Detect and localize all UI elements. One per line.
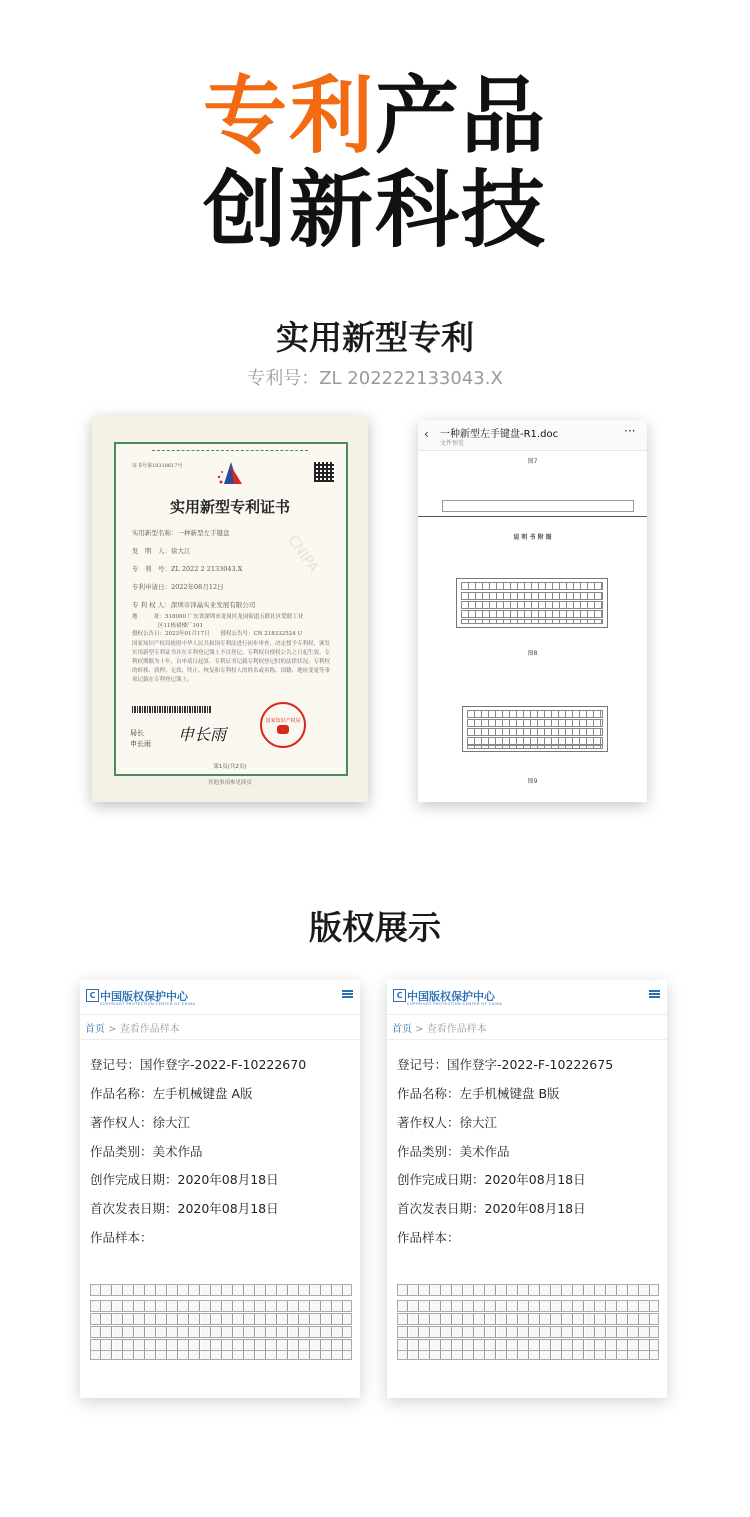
work-category: 作品类别：美术作品 [90, 1144, 203, 1159]
fig9-label: 图9 [527, 778, 538, 785]
cert-field: 实用新型名称：一种新型左手键盘 [132, 529, 230, 537]
copyright-logo-icon: C [393, 989, 406, 1002]
keyboard-drawing-2 [462, 706, 608, 752]
fig8-label: 图8 [527, 650, 538, 657]
cert-field: 授权公告日：2023年01月17日 授权公告号：CN 218332524 U [132, 631, 303, 637]
registration-number: 登记号：国作登字-2022-F-10222670 [90, 1057, 307, 1072]
barcode [132, 706, 212, 713]
cert-field: 地 址：518000 广东省深圳市龙岗区龙岗街道五联社区爱联工业 [132, 614, 304, 620]
breadcrumb-current: > 查看作品样本 [412, 1024, 487, 1035]
publish-date: 首次发表日期：2020年08月18日 [397, 1201, 586, 1216]
menu-icon[interactable] [649, 990, 660, 998]
breadcrumb [392, 1020, 487, 1035]
patent-emblem-icon [216, 462, 246, 486]
seal-text: 国家知识产权局 [265, 718, 301, 724]
patent-section-title: 实用新型专利 [276, 318, 474, 357]
work-sample-label: 作品样本： [90, 1230, 153, 1245]
certificate-number: 证书号第18318617号 [132, 463, 183, 469]
site-logo[interactable]: 中国版权保护中心 [407, 990, 495, 1003]
doc-preview [418, 420, 647, 802]
fig7-drawing [442, 500, 634, 512]
certificate-frame [114, 442, 348, 776]
more-icon[interactable]: ··· [624, 424, 636, 438]
doc-subtitle: 文件预览 [440, 440, 465, 447]
watermark: CNIPA [284, 532, 322, 576]
creation-date: 创作完成日期：2020年08月18日 [397, 1172, 586, 1187]
seal-emblem-icon [277, 725, 289, 734]
qr-code-icon [314, 462, 334, 482]
official-seal [260, 702, 306, 748]
certificate-footer: 其他事项参见续页 [207, 780, 252, 786]
work-category: 作品类别：美术作品 [397, 1144, 510, 1159]
keyboard-sample-image [90, 1284, 352, 1360]
keyboard-drawing-1 [456, 578, 608, 628]
hero-line-2: 创新科技 [202, 161, 547, 259]
divider [387, 1014, 667, 1015]
breadcrumb-home-link[interactable]: 首页 [85, 1024, 105, 1035]
certificate-sign-role [130, 728, 151, 750]
copyright-section-title: 版权展示 [309, 908, 441, 947]
cert-field: 专 利 权 人：深圳市泽晶实业发展有限公司 [132, 601, 256, 609]
certificate-body: 国家知识产权局依照中华人民共和国专利法进行初步审查，决定授予专利权，颁发实用新型专利证书并在专利登记簿上予以登记。专利权自授权公告之日起生效。专利权期限为十年，自申请日起算。专利证书记载专利权登记时的法律状况。专利权的转移、质押、无效、终止、恢复和专利权人的姓名或名称、国籍、地址变更等事项记载在专利登记簿上。 [132, 641, 331, 683]
keyboard-sample-image [397, 1284, 659, 1360]
site-logo-en: COPYRIGHT PROTECTION CENTER OF CHINA [407, 1002, 503, 1006]
copyright-card-b [387, 980, 667, 1398]
publish-date: 首次发表日期：2020年08月18日 [90, 1201, 279, 1216]
creation-date: 创作完成日期：2020年08月18日 [90, 1172, 279, 1187]
work-sample-label: 作品样本： [397, 1230, 460, 1245]
sign-role-2: 申长雨 [130, 740, 151, 748]
divider [387, 1039, 667, 1040]
breadcrumb [85, 1020, 180, 1035]
divider [80, 1014, 360, 1015]
page-divider [418, 516, 647, 517]
menu-icon[interactable] [342, 990, 353, 998]
divider [80, 1039, 360, 1040]
patent-certificate [92, 416, 368, 802]
cert-field: 专利申请日：2022年08月12日 [132, 583, 224, 591]
certificate-page: 第1页(共2页) [213, 764, 247, 770]
registration-number: 登记号：国作登字-2022-F-10222675 [397, 1057, 614, 1072]
doc-header [418, 420, 647, 451]
signature: 申长雨 [178, 725, 227, 744]
sign-role-1: 局长 [130, 729, 144, 737]
work-name: 作品名称：左手机械键盘 B版 [397, 1086, 560, 1101]
site-logo-en: COPYRIGHT PROTECTION CENTER OF CHINA [100, 1002, 196, 1006]
patent-number: 专利号：ZL 202222133043.X [247, 368, 503, 389]
cert-field: 专 利 号：ZL 2022 2 2133043.X [132, 565, 243, 573]
back-icon[interactable]: ‹ [424, 427, 429, 441]
hero-accent-text: 专利 [202, 67, 375, 165]
certificate-title: 实用新型专利证书 [169, 498, 290, 516]
breadcrumb-current: > 查看作品样本 [105, 1024, 180, 1035]
copyright-logo-icon: C [86, 989, 99, 1002]
hero-rest-text: 产品 [375, 67, 548, 165]
work-name: 作品名称：左手机械键盘 A版 [90, 1086, 253, 1101]
breadcrumb-home-link[interactable]: 首页 [392, 1024, 412, 1035]
copyright-owner: 著作权人：徐大江 [90, 1115, 191, 1130]
drawings-section-title: 说 明 书 附 图 [513, 534, 552, 541]
copyright-card-a [80, 980, 360, 1398]
fig7-label: 图7 [527, 458, 538, 465]
cert-field: 区11栋裙楼厂101 [158, 623, 203, 629]
doc-title: 一种新型左手键盘-R1.doc [440, 429, 559, 440]
hero-line-1 [0, 68, 750, 164]
cert-field: 发 明 人：徐大江 [132, 547, 191, 555]
site-logo[interactable]: 中国版权保护中心 [100, 990, 188, 1003]
certificate-ornament [152, 442, 308, 451]
copyright-owner: 著作权人：徐大江 [397, 1115, 498, 1130]
